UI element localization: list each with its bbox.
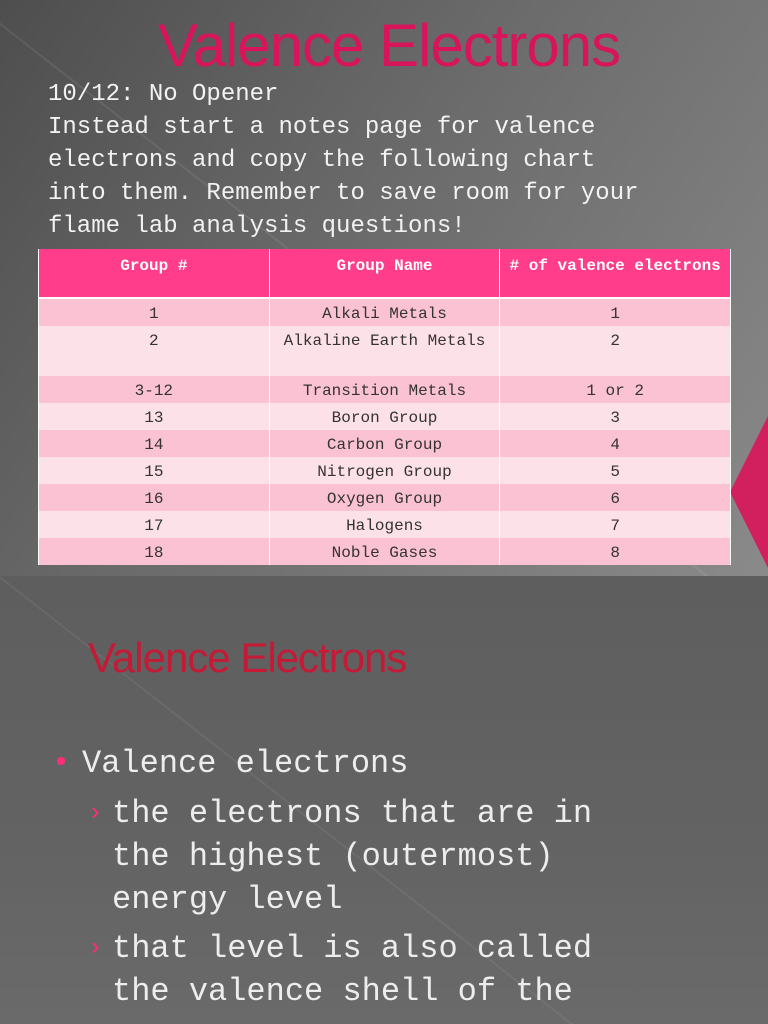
chevron-right-icon: ›: [88, 800, 103, 827]
cell-valence-count: 8: [500, 538, 731, 565]
sub-bullet-line: energy level: [112, 881, 343, 918]
cell-group-number: 17: [39, 511, 270, 538]
table-row: [39, 511, 731, 538]
intro-text: [48, 78, 748, 243]
sub-bullet-text: [112, 927, 748, 1013]
table-header-row: [39, 249, 731, 298]
bullet-item: [48, 742, 748, 786]
header-group-name: Group Name: [269, 249, 500, 298]
intro-line: into them. Remember to save room for your: [48, 180, 639, 207]
table-row: [39, 430, 731, 457]
cell-group-number: 1: [39, 298, 270, 326]
cell-group-name: Alkali Metals: [269, 298, 500, 326]
bullet-text: Valence electrons: [82, 745, 409, 782]
table-row: [39, 376, 731, 403]
sub-bullet-line: that level is also called: [112, 930, 593, 967]
slide-title: Valence Electrons: [158, 12, 621, 79]
cell-group-name: Carbon Group: [269, 430, 500, 457]
table-row: [39, 326, 731, 376]
intro-line: 10/12: No Opener: [48, 81, 279, 108]
intro-line: Instead start a notes page for valence: [48, 114, 596, 141]
bullet-dot-icon: •: [52, 747, 71, 781]
cell-valence-count: 1 or 2: [500, 376, 731, 403]
header-valence-count: # of valence electrons: [500, 249, 731, 298]
cell-group-name: Oxygen Group: [269, 484, 500, 511]
table-row: [39, 457, 731, 484]
cell-valence-count: 6: [500, 484, 731, 511]
cell-valence-count: 5: [500, 457, 731, 484]
sub-bullet-item: [48, 792, 748, 921]
slide-title: Valence Electrons: [88, 634, 407, 681]
cell-valence-count: 7: [500, 511, 731, 538]
cell-valence-count: 1: [500, 298, 731, 326]
chevron-right-icon: ›: [88, 935, 103, 962]
table-row: [39, 538, 731, 565]
sub-bullet-item: [48, 927, 748, 1013]
slide-valence-definition: [0, 576, 768, 1024]
valence-electron-table: [38, 249, 731, 565]
cell-group-name: Nitrogen Group: [269, 457, 500, 484]
cell-group-number: 16: [39, 484, 270, 511]
cell-valence-count: 4: [500, 430, 731, 457]
intro-line: flame lab analysis questions!: [48, 213, 466, 240]
table-row: [39, 484, 731, 511]
cell-group-number: 2: [39, 326, 270, 376]
cell-group-name: Halogens: [269, 511, 500, 538]
cell-group-number: 15: [39, 457, 270, 484]
sub-bullet-line: the electrons that are in: [112, 795, 593, 832]
table-row: [39, 298, 731, 326]
cell-group-name: Alkaline Earth Metals: [269, 326, 500, 376]
intro-line: electrons and copy the following chart: [48, 147, 596, 174]
cell-group-number: 18: [39, 538, 270, 565]
cell-group-name: Noble Gases: [269, 538, 500, 565]
cell-valence-count: 2: [500, 326, 731, 376]
sub-bullet-line: the valence shell of the: [112, 973, 573, 1010]
cell-valence-count: 3: [500, 403, 731, 430]
cell-group-number: 13: [39, 403, 270, 430]
sub-bullet-text: [112, 792, 748, 921]
pink-chevron-shape: [730, 416, 768, 568]
cell-group-name: Transition Metals: [269, 376, 500, 403]
cell-group-number: 14: [39, 430, 270, 457]
bullet-list: [48, 742, 748, 1013]
sub-bullet-line: the highest (outermost): [112, 838, 554, 875]
cell-group-number: 3-12: [39, 376, 270, 403]
cell-group-name: Boron Group: [269, 403, 500, 430]
header-group-number: Group #: [39, 249, 270, 298]
table-row: [39, 403, 731, 430]
